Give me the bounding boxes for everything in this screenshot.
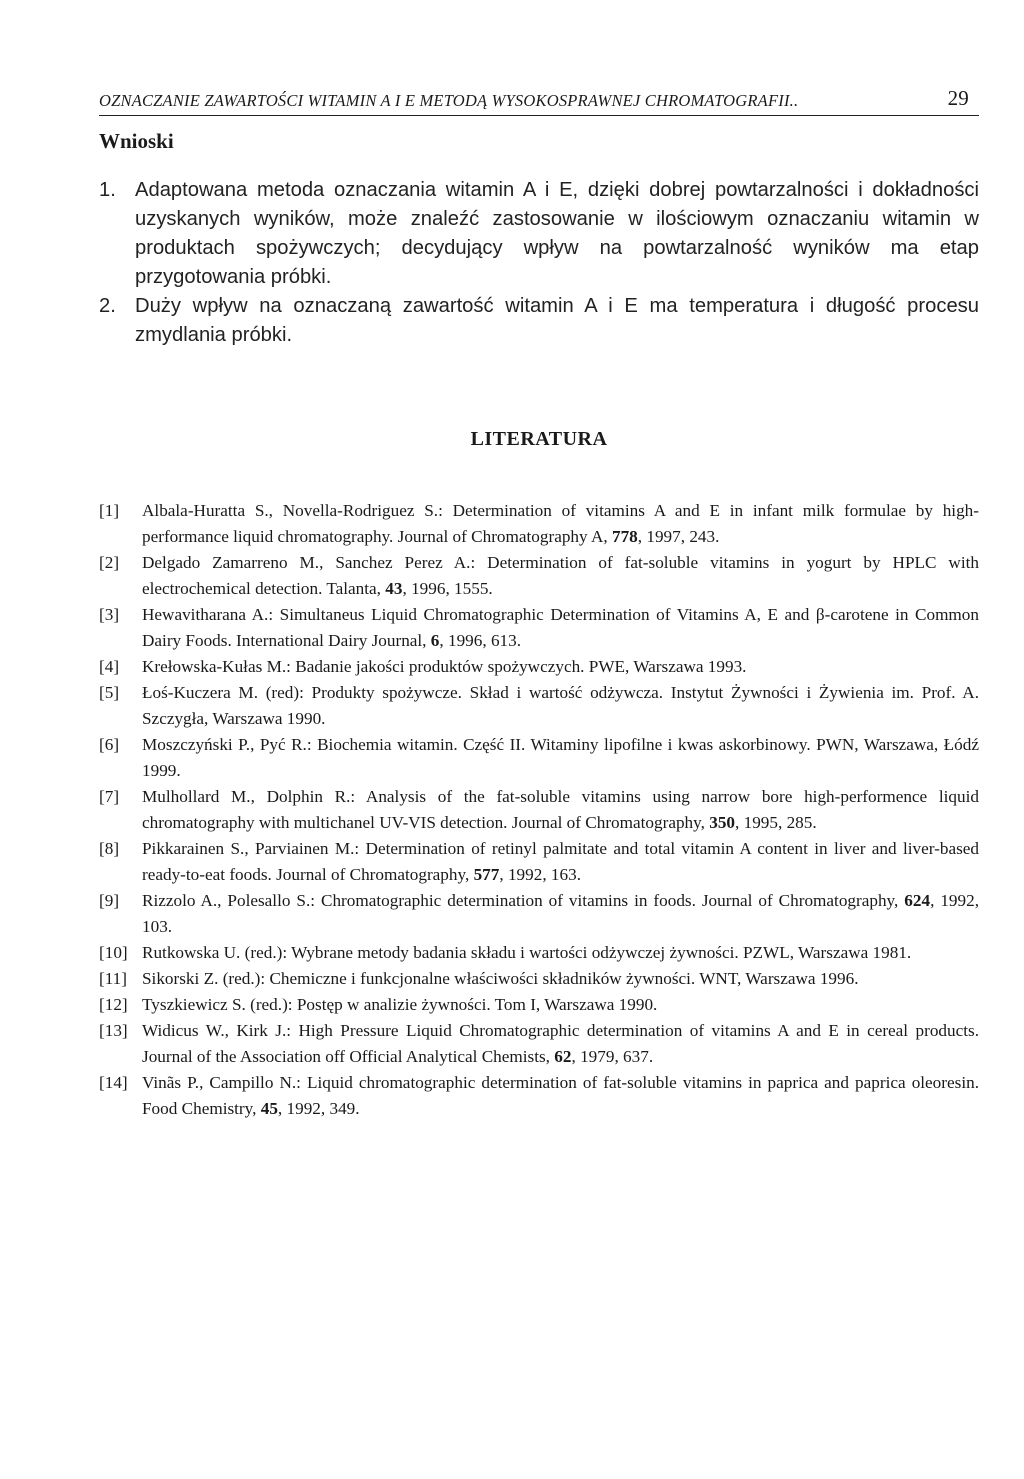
reference-text: Tyszkiewicz S. (red.): Postęp w analizie żywności. Tom I, Warszawa 1990. — [142, 995, 658, 1014]
reference-item — [99, 836, 979, 888]
reference-number: [10] — [99, 943, 128, 962]
reference-number: [4] — [99, 657, 120, 676]
conclusion-text: Adaptowana metoda oznaczania witamin A i E, dzięki dobrej powtarzalności i dokładności uzyskanych wyników, może znaleźć zastosowanie w ilościowym oznaczaniu witamin w produktach spożywczych; decydujący wpływ na powtarzalność wyników ma etap przygotowania próbki. — [135, 179, 979, 288]
conclusion-number: 1. — [99, 179, 116, 201]
reference-tail: , 1992, 349. — [277, 1099, 360, 1118]
reference-volume: 62 — [554, 1047, 572, 1066]
running-header — [99, 86, 979, 116]
reference-text: Moszczyński P., Pyć R.: Biochemia witamin. Część II. Witaminy lipofilne i kwas askorbinowy. PWN, Warszawa, Łódź 1999. — [142, 735, 979, 780]
reference-item — [99, 940, 979, 966]
reference-item — [99, 602, 979, 654]
reference-number: [6] — [99, 735, 120, 754]
conclusion-text: Duży wpływ na oznaczaną zawartość witamin A i E ma temperatura i długość procesu zmydlania próbki. — [135, 295, 979, 346]
reference-tail: , 1996, 1555. — [402, 579, 493, 598]
conclusions-list — [99, 176, 979, 350]
reference-number: [11] — [99, 969, 127, 988]
reference-tail: , 1992, 163. — [499, 865, 581, 884]
reference-text: Rizzolo A., Polesallo S.: Chromatographic determination of vitamins in foods. Journal of Chromatography, — [142, 891, 905, 910]
reference-volume: 577 — [473, 865, 500, 884]
reference-item — [99, 498, 979, 550]
running-title: OZNACZANIE ZAWARTOŚCI WITAMIN A I E METODĄ WYSOKOSPRAWNEJ CHROMATOGRAFII.. — [99, 91, 799, 110]
reference-volume: 350 — [709, 813, 736, 832]
reference-item — [99, 1018, 979, 1070]
document-page — [99, 0, 979, 1479]
conclusions-heading: Wnioski — [99, 129, 174, 153]
reference-number: [5] — [99, 683, 120, 702]
reference-number: [14] — [99, 1073, 128, 1092]
reference-item — [99, 550, 979, 602]
reference-text: Delgado Zamarreno M., Sanchez Perez A.: Determination of fat-soluble vitamins in yogurt by HPLC with electrochemical detection. Talanta, — [142, 553, 979, 598]
reference-text: Widicus W., Kirk J.: High Pressure Liquid Chromatographic determination of vitamins A and E in cereal products. Journal of the Association off Official Analytical Chemists, — [142, 1021, 979, 1066]
reference-number: [3] — [99, 605, 120, 624]
reference-text: Mulhollard M., Dolphin R.: Analysis of the fat-soluble vitamins using narrow bore high-performence liquid chromatography with multichanel UV-VIS detection. Journal of Chromatography, — [142, 787, 979, 832]
reference-number: [7] — [99, 787, 120, 806]
reference-tail: , 1995, 285. — [735, 813, 817, 832]
reference-text: Sikorski Z. (red.): Chemiczne i funkcjonalne właściwości składników żywności. WNT, Warszawa 1996. — [142, 969, 859, 988]
reference-tail: , 1996, 613. — [439, 631, 522, 650]
reference-volume: 778 — [611, 527, 638, 546]
reference-text: Pikkarainen S., Parviainen M.: Determination of retinyl palmitate and total vitamin A content in liver and liver-based ready-to-eat foods. Journal of Chromatography, — [142, 839, 979, 884]
reference-text: Albala-Huratta S., Novella-Rodriguez S.: Determination of vitamins A and E in infant milk formulae by high-performance liquid chromatography. Journal of Chromatography A, — [142, 501, 979, 546]
reference-volume: 45 — [260, 1099, 278, 1118]
reference-text: Krełowska-Kułas M.: Badanie jakości produktów spożywczych. PWE, Warszawa 1993. — [142, 657, 747, 676]
reference-volume: 6 — [430, 631, 440, 650]
reference-volume: 624 — [904, 891, 931, 910]
conclusion-item — [99, 176, 979, 292]
reference-tail: , 1992, 103. — [142, 891, 980, 936]
reference-item — [99, 680, 979, 732]
reference-text: Rutkowska U. (red.): Wybrane metody badania składu i wartości odżywczej żywności. PZWL, Warszawa 1981. — [142, 943, 912, 962]
reference-number: [9] — [99, 891, 120, 910]
reference-number: [1] — [99, 501, 120, 520]
reference-item — [99, 784, 979, 836]
reference-number: [8] — [99, 839, 120, 858]
reference-item — [99, 888, 979, 940]
literature-heading: LITERATURA — [470, 428, 608, 450]
reference-number: [2] — [99, 553, 120, 572]
reference-number: [13] — [99, 1021, 128, 1040]
reference-item — [99, 992, 979, 1018]
reference-text: Vinãs P., Campillo N.: Liquid chromatographic determination of fat-soluble vitamins in paprica and paprica oleoresin. Food Chemistry, — [142, 1073, 979, 1118]
reference-item — [99, 966, 979, 992]
reference-tail: , 1997, 243. — [637, 527, 720, 546]
reference-item — [99, 654, 979, 680]
page-number: 29 — [947, 86, 969, 110]
reference-tail: , 1979, 637. — [571, 1047, 654, 1066]
conclusion-number: 2. — [99, 295, 116, 317]
reference-number: [12] — [99, 995, 128, 1014]
reference-item — [99, 732, 979, 784]
reference-volume: 43 — [385, 579, 403, 598]
reference-text: Łoś-Kuczera M. (red): Produkty spożywcze. Skład i wartość odżywcza. Instytut Żywności i Żywienia im. Prof. A. Szczygła, Warszawa 1990. — [142, 683, 979, 728]
reference-item — [99, 1070, 979, 1122]
reference-text: Hewavitharana A.: Simultaneus Liquid Chromatographic Determination of Vitamins A, E and β-carotene in Common Dairy Foods. International Dairy Journal, — [142, 605, 979, 650]
conclusion-item — [99, 292, 979, 350]
reference-list — [99, 498, 979, 1122]
